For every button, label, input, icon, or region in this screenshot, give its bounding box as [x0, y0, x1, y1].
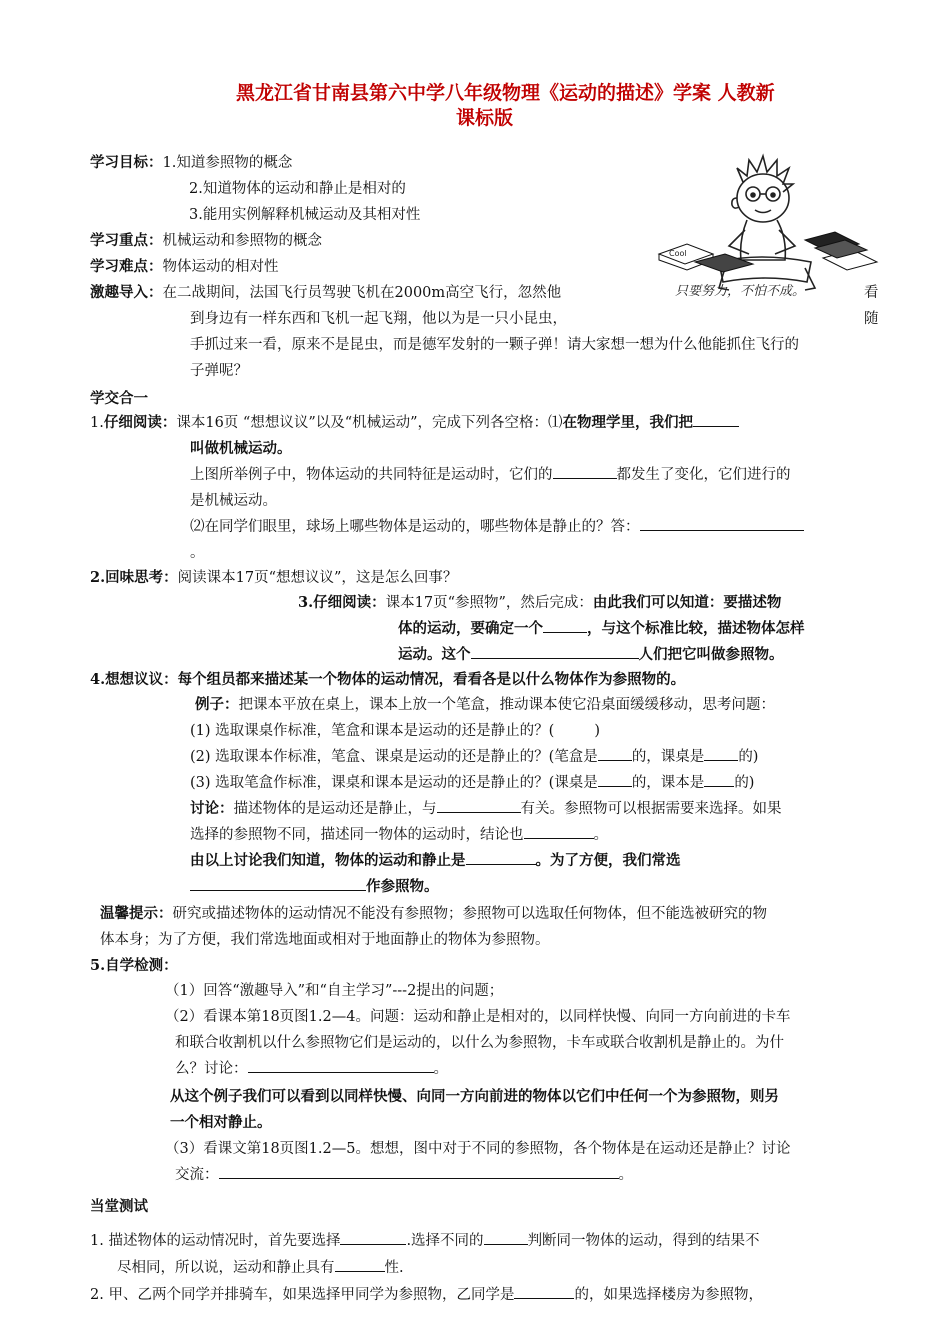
q4-c1a: 由以上讨论我们知道，物体的运动和静止是	[190, 852, 466, 869]
q1-p3	[190, 515, 804, 536]
tip-text-1: 研究或描述物体的运动情况不能没有参照物；参照物可以选取任何物体，但不能选被研究的物	[172, 906, 767, 922]
blank[interactable]	[471, 644, 639, 659]
q4-sub-1-text: (1) 选取课桌作标准，笔盒和课本是运动的还是静止的？(	[190, 723, 555, 739]
q4-sub-3c: 的)	[734, 775, 755, 791]
q1-bold-b: 叫做机械运动。	[190, 440, 292, 457]
q5-c1: （3）看课文第18页图1.2—5。想想，图中对于不同的参照物，各个物体是在运动还是静止？讨论	[165, 1141, 791, 1157]
blank[interactable]	[437, 798, 521, 813]
test-q1-d: 尽相同，所以说，运动和静止具有	[117, 1260, 335, 1276]
q2-label: 2.回味思考：	[90, 569, 178, 586]
q4-d2a: 选择的参照物不同，描述同一物体的运动时，结论也	[190, 827, 524, 843]
q4-c2: 作参照物。	[366, 878, 439, 895]
q4-sub-2a: (2) 选取课本作标准，笔盒、课桌是运动的还是静止的？(笔盒是	[190, 749, 598, 765]
q5-c2	[175, 1163, 633, 1184]
q3-bold-2b: ，与这个标准比较，描述物体怎样	[587, 620, 805, 637]
intro-line-2: 到身边有一样东西和飞机一起飞翔，他以为是一只小昆虫，	[190, 311, 567, 327]
q5-bold-2: 一个相对静止。	[170, 1114, 272, 1131]
tip-line-2: 体本身；为了方便，我们常选地面或相对于地面静止的物体为参照物。	[100, 932, 550, 948]
q1-label: 仔细阅读：	[103, 414, 177, 431]
q1-p3-text: ⑵在同学们眼里，球场上哪些物体是运动的，哪些物体是静止的？答：	[190, 519, 640, 535]
blank[interactable]	[543, 618, 587, 633]
q3-label: 3.仔细阅读：	[298, 594, 386, 611]
q4-sub-2	[190, 745, 758, 766]
q4-d1a: 描述物体的是运动还是静止，与	[233, 801, 437, 817]
q4-line	[90, 668, 685, 689]
q3-bold-1: 由此我们可以知道：要描述物	[592, 594, 782, 611]
q4-sub-3	[190, 771, 754, 792]
intro-line-2-end: 随	[864, 311, 879, 327]
blank[interactable]	[484, 1230, 528, 1245]
test-q1-a: 1. 描述物体的运动情况时，首先要选择	[90, 1233, 341, 1249]
q5-b3b: 。	[433, 1061, 448, 1077]
q5-c2a: 交流：	[175, 1167, 219, 1183]
q4-sub-1-end: )	[594, 723, 600, 739]
q3-text: 课本17页“参照物”，然后完成：	[385, 595, 593, 611]
q4-d2b: 。	[593, 827, 608, 843]
q3-line-3	[398, 643, 784, 664]
test-q2-a: 2. 甲、乙两个同学并排骑车，如果选择甲同学为参照物，乙同学是	[90, 1287, 515, 1303]
q1-p2-b: 都发生了变化，它们进行的	[616, 467, 791, 483]
q5-b3	[175, 1057, 448, 1078]
q4-c1b: 。为了方便，我们常选	[535, 852, 681, 869]
test-q1-line-1	[90, 1229, 760, 1250]
blank[interactable]	[514, 1284, 574, 1299]
difficulty-label: 学习难点：	[90, 258, 163, 275]
learning-difficulty	[90, 255, 279, 276]
student-reading-illustration	[655, 150, 880, 300]
goal-item-2: 2.知道物体的运动和静止是相对的	[189, 181, 406, 197]
blank[interactable]	[704, 746, 738, 761]
blank[interactable]	[524, 824, 594, 839]
intro-text-1: 在二战期间，法国飞行员驾驶飞机在2000m高空飞行，忽然他	[162, 285, 562, 301]
q1-p2-a: 上图所举例子中，物体运动的共同特征是运动时，它们的	[190, 467, 553, 483]
q4-conclusion-1	[190, 849, 681, 870]
discussion-label: 讨论：	[190, 800, 234, 817]
blank[interactable]	[553, 464, 617, 479]
intro-line-3: 手抓过来一看，原来不是昆虫，而是德军发射的一颗子弹！请大家想一想为什么他能抓住飞行的	[190, 337, 799, 353]
example-text: 把课本平放在桌上，课本上放一个笔盒，推动课本使它沿桌面缓缓移动，思考问题：	[238, 697, 775, 713]
q1-p2	[190, 463, 791, 484]
difficulty-text: 物体运动的相对性	[162, 259, 279, 275]
answer-blank[interactable]	[640, 516, 804, 531]
goals-label: 学习目标：	[90, 154, 163, 171]
q5-a: （1）回答“激趣导入”和“自主学习”---2提出的问题；	[165, 983, 504, 999]
book-cover-label: Cool	[669, 249, 687, 258]
q4-sub-2c: 的)	[738, 749, 759, 765]
blank[interactable]	[598, 746, 632, 761]
q1-line-1	[90, 411, 739, 432]
q4-discussion-2	[190, 823, 608, 844]
page-title-line2: 课标版	[456, 107, 514, 129]
q3-bold-2a: 体的运动，要确定一个	[398, 620, 543, 637]
answer-blank[interactable]	[248, 1058, 434, 1073]
tip-label: 温馨提示：	[100, 905, 173, 922]
test-heading: 当堂测试	[90, 1198, 148, 1215]
q4-text: 每个组员都来描述某一个物体的运动情况，看看各是以什么物体作为参照物的。	[177, 671, 686, 688]
q4-sub-3b: 的，课本是	[631, 775, 705, 791]
q5-b3a: 么？讨论：	[175, 1061, 248, 1077]
section-heading: 学交合一	[90, 390, 148, 407]
q3-line-2	[398, 617, 805, 638]
q5-label: 5.自学检测：	[90, 957, 178, 974]
intro-line-1	[90, 281, 561, 302]
q4-sub-2b: 的，课桌是	[631, 749, 705, 765]
q1-p2-c: 是机械运动。	[190, 493, 277, 509]
test-q1-e: 性.	[384, 1260, 404, 1276]
q5-bold-1: 从这个例子我们可以看到以同样快慢、向同一方向前进的物体以它们中任何一个为参照物，则另	[170, 1088, 779, 1105]
blank[interactable]	[466, 850, 536, 865]
learning-focus	[90, 229, 322, 250]
q4-sub-3a: (3) 选取笔盒作标准，课桌和课本是运动的还是静止的？(课桌是	[190, 775, 598, 791]
blank[interactable]	[340, 1230, 406, 1245]
illustration-caption: 只要努力，不怕不成。	[675, 284, 806, 299]
example-label: 例子：	[195, 696, 239, 713]
blank[interactable]	[693, 412, 739, 427]
page-title-line1: 黑龙江省甘南县第六中学八年级物理《运动的描述》学案 人教新	[236, 82, 775, 104]
test-q2-b: 的，如果选择楼房为参照物，	[574, 1287, 763, 1303]
q1-bold-a: 在物理学里，我们把	[562, 414, 694, 431]
q2-text: 阅读课本17页“想想议议”，这是怎么回事？	[177, 570, 458, 586]
intro-label: 激趣导入：	[90, 284, 163, 301]
focus-text: 机械运动和参照物的概念	[162, 233, 322, 249]
q3-bold-3a: 运动。这个	[398, 646, 471, 663]
learning-goals	[90, 151, 292, 172]
q1-p3-end: 。	[190, 545, 205, 561]
test-q1-line-2	[117, 1256, 404, 1277]
q3-line-1	[298, 591, 781, 612]
goal-item-3: 3.能用实例解释机械运动及其相对性	[189, 207, 421, 223]
blank[interactable]	[190, 876, 366, 891]
answer-blank[interactable]	[219, 1164, 619, 1179]
intro-line-1-end: 看	[864, 285, 879, 301]
intro-line-4: 子弹呢？	[190, 363, 248, 379]
q5-b1: （2）看课本第18页图1.2—4。问题：运动和静止是相对的，以同样快慢、向同一方向前进的卡车	[165, 1009, 791, 1025]
test-q1-b: .选择不同的	[406, 1233, 484, 1249]
blank[interactable]	[335, 1257, 385, 1272]
q5-b2: 和联合收割机以什么参照物它们是运动的，以什么为参照物，卡车或联合收割机是静止的。为什	[175, 1035, 784, 1051]
blank[interactable]	[704, 772, 734, 787]
test-q2-line	[90, 1283, 763, 1304]
tip-line-1	[100, 902, 767, 923]
q4-example	[195, 693, 775, 714]
goal-item-1: 1.知道参照物的概念	[162, 155, 293, 171]
q4-discussion-1	[190, 797, 782, 818]
blank[interactable]	[598, 772, 632, 787]
q4-conclusion-2	[190, 875, 439, 896]
q1-number: 1.	[90, 415, 104, 431]
q3-bold-3b: 人们把它叫做参照物。	[638, 646, 784, 663]
q2-line	[90, 566, 457, 587]
q5-c2b: 。	[618, 1167, 633, 1183]
q4-label: 4.想想议议：	[90, 671, 178, 688]
q4-d1b: 有关。参照物可以根据需要来选择。如果	[520, 801, 782, 817]
q1-text: 课本16页 “想想议议”以及“机械运动”，完成下列各空格：⑴	[176, 415, 563, 431]
q4-sub-1	[190, 719, 600, 740]
focus-label: 学习重点：	[90, 232, 163, 249]
test-q1-c: 判断同一物体的运动，得到的结果不	[527, 1233, 760, 1249]
